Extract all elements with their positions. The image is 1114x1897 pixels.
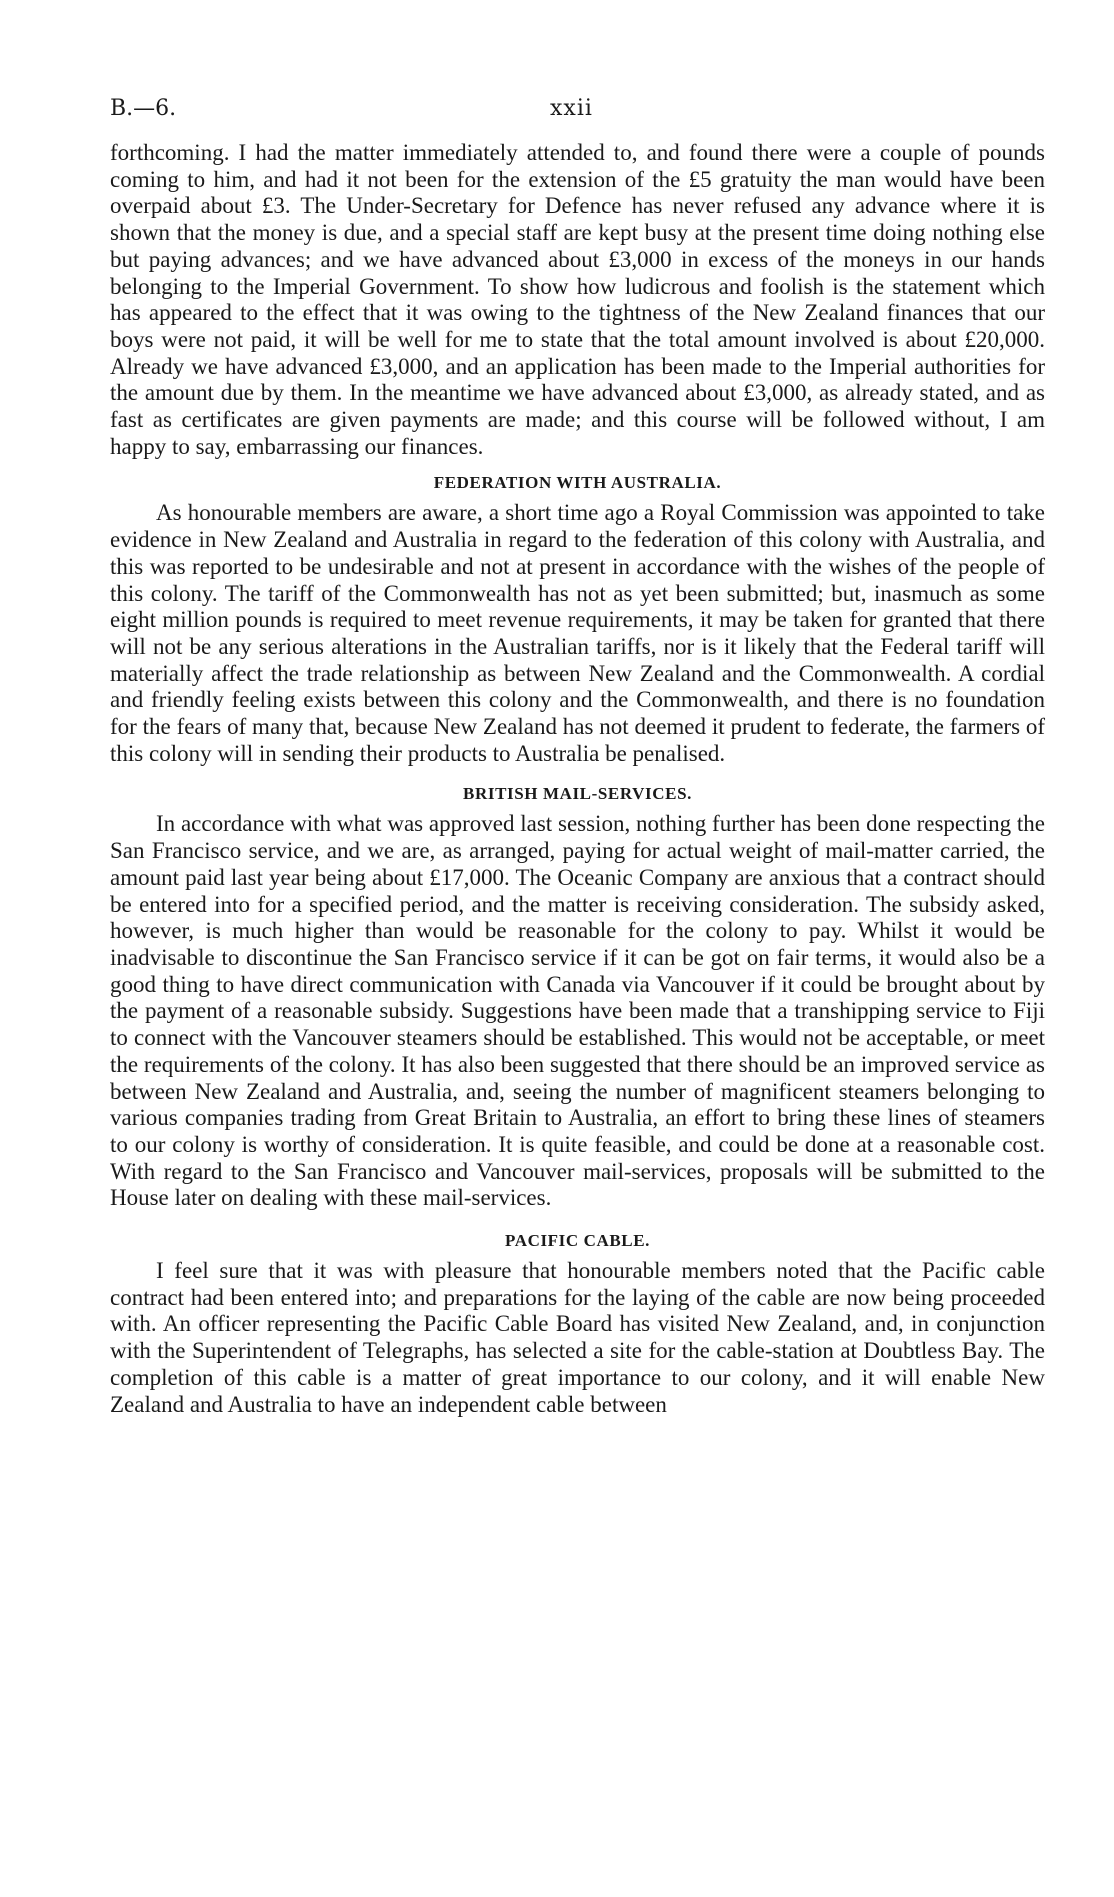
section-paragraph-mail-services: In accordance with what was approved last session, nothing further has been done respecting the San Francisco service, and we are, as arranged, paying for actual weight of mail-matter carried, the amount paid last year being about £17,000. The Oceanic Company are anxious that a contract should be entered into for a specified period, and the matter is receiving consideration. The subsidy asked, however, is much higher than would be reasonable for the colony to pay. Whilst it would be inadvisable to discontinue the San Francisco service if it can be got on fair terms, it would also be a good thing to have direct communication with Canada via Vancouver if it could be brought about by the payment of a reasonable subsidy. Suggestions have been made that a transhipping service to Fiji to connect with the Vancouver steamers should be established. This would not be acceptable, or meet the requirements of the colony. It has also been suggested that there should be an improved service as between New Zealand and Australia, and, seeing the number of magnificent steamers belonging to various companies trading from Great Britain to Australia, an effort to bring these lines of steamers to our colony is worthy of consideration. It is quite feasible, and could be done at a reasonable cost. With regard to the San Francisco and Vancouver mail-services, proposals will be submitted to the House later on dealing with these mail-services.	[110, 811, 1045, 1211]
document-page	[110, 96, 1045, 1418]
intro-paragraph: forthcoming. I had the matter immediately attended to, and found there were a couple of pounds coming to him, and had it not been for the extension of the £5 gratuity the man would have been overpaid about £3. The Under-Secretary for Defence has never refused any advance where it is shown that the money is due, and a special staff are kept busy at the present time doing nothing else but paying advances; and we have advanced about £3,000 in excess of the moneys in our hands belonging to the Imperial Government. To show how ludicrous and foolish is the statement which has appeared to the effect that it was owing to the tightness of the New Zealand finances that our boys were not paid, it will be well for me to state that the total amount involved is about £20,000. Already we have advanced £3,000, and an application has been made to the Imperial authorities for the amount due by them. In the meantime we have advanced about £3,000, as already stated, and as fast as certificates are given payments are made; and this course will be followed without, I am happy to say, embarrassing our finances.	[110, 140, 1045, 459]
paper-reference: B.—6.	[110, 96, 177, 121]
section-paragraph-federation: As honourable members are aware, a short time ago a Royal Commission was appointed to take evidence in New Zealand and Australia in regard to the federation of this colony with Australia, and this was reported to be undesirable and not at present in accordance with the wishes of the people of this colony. The tariff of the Commonwealth has not as yet been submitted; but, inasmuch as some eight million pounds is required to meet revenue requirements, it may be taken for granted that there will not be any serious alterations in the Australian tariffs, nor is it likely that the Federal tariff will materially affect the trade relationship as between New Zealand and the Commonwealth. A cordial and friendly feeling exists between this colony and the Commonwealth, and there is no foundation for the fears of many that, because New Zealand has not deemed it prudent to federate, the farmers of this colony will in sending their products to Australia be penalised.	[110, 500, 1045, 766]
page-header	[110, 96, 1045, 140]
page-number: xxii	[550, 96, 593, 121]
section-heading-mail-services: BRITISH MAIL-SERVICES.	[463, 784, 692, 804]
section-heading-federation: FEDERATION WITH AUSTRALIA.	[433, 473, 722, 493]
section-heading-pacific-cable: PACIFIC CABLE.	[504, 1231, 651, 1251]
section-paragraph-pacific-cable: I feel sure that it was with pleasure that honourable members noted that the Pacific cable contract had been entered into; and preparations for the laying of the cable are now being proceeded with. An officer representing the Pacific Cable Board has visited New Zealand, and, in conjunction with the Superintendent of Telegraphs, has selected a site for the cable-station at Doubtless Bay. The completion of this cable is a matter of great importance to our colony, and it will enable New Zealand and Australia to have an independent cable between	[110, 1258, 1045, 1417]
